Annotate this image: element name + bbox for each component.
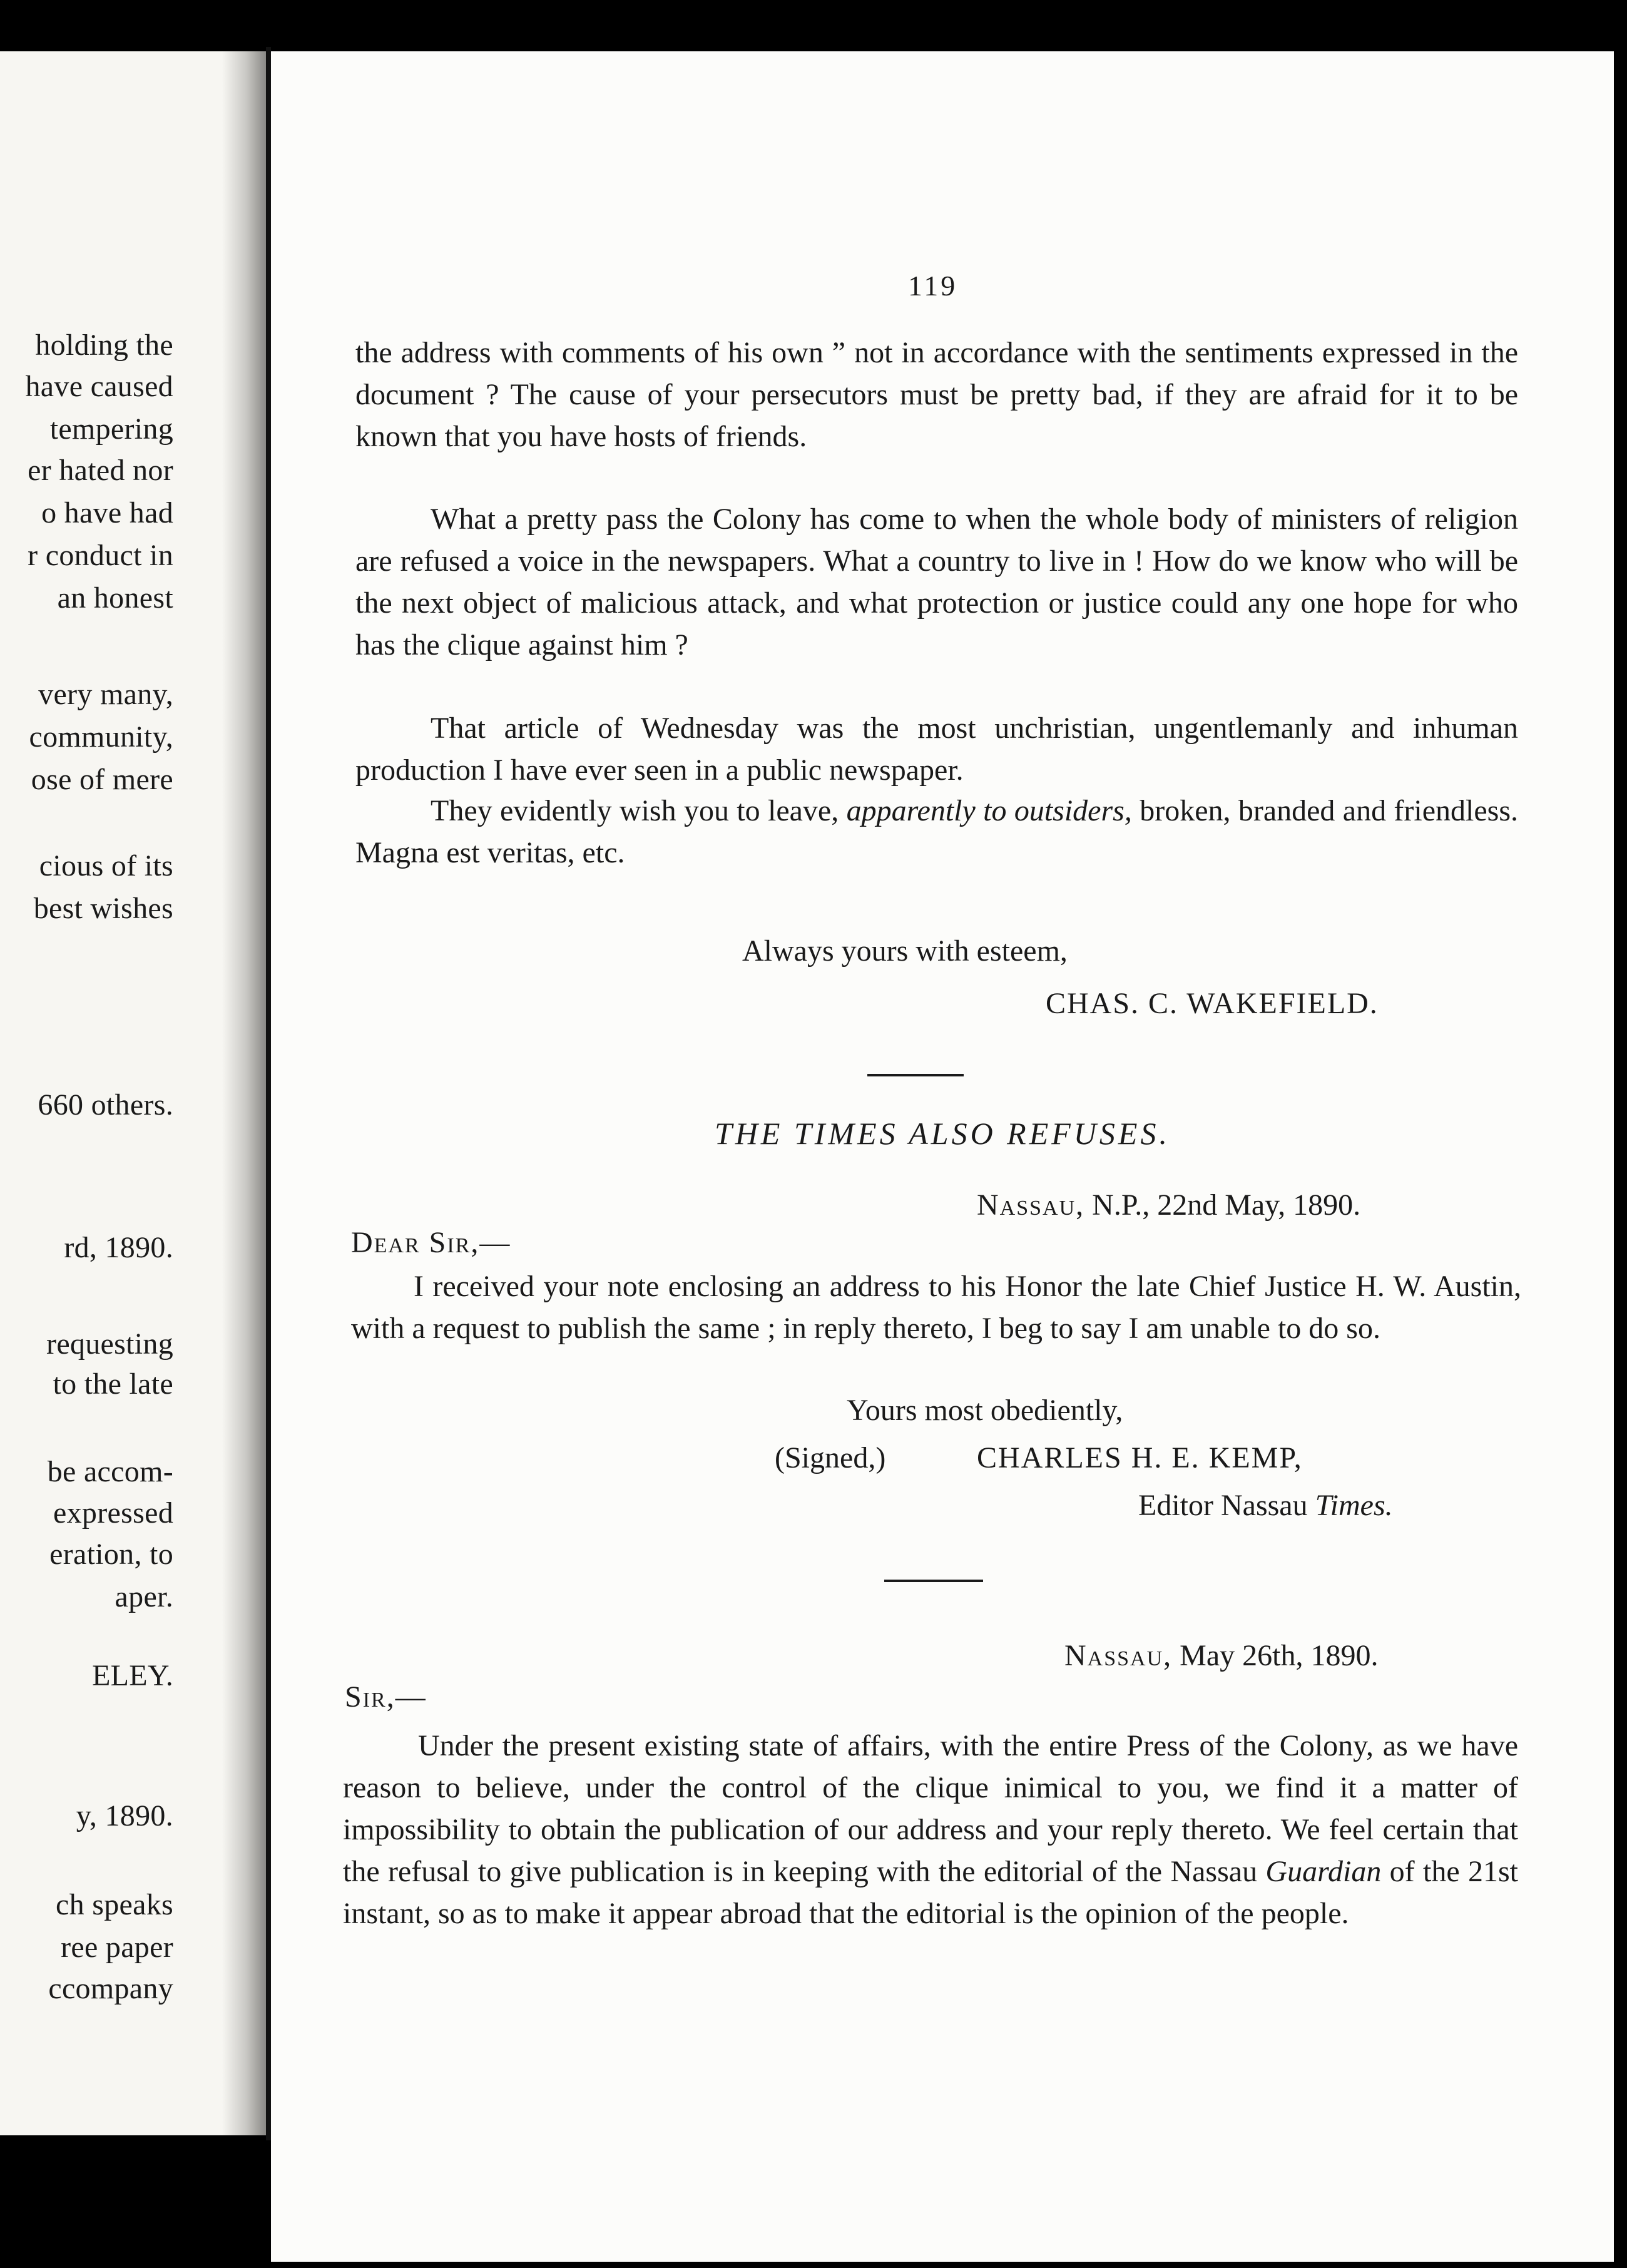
left-line: community,	[29, 720, 173, 753]
left-line: 660 others.	[38, 1088, 173, 1121]
page-gutter	[222, 51, 266, 2135]
dateline	[1064, 1635, 1378, 1677]
left-line: o have had	[41, 496, 173, 529]
emphasis-text: Times.	[1315, 1489, 1393, 1522]
section-divider	[867, 1074, 964, 1076]
emphasis-text: apparently to outsiders,	[846, 794, 1132, 827]
section-divider	[884, 1580, 983, 1582]
left-line: r conduct in	[28, 539, 173, 572]
left-line: ELEY.	[92, 1659, 173, 1692]
left-line: aper.	[115, 1580, 173, 1613]
letter-signature: CHAS. C. WAKEFIELD.	[1046, 987, 1379, 1020]
page-number: 119	[908, 270, 958, 302]
left-line: to the late	[53, 1367, 173, 1401]
paragraph-text: broken, branded and friendless. Magna est veritas, etc.	[355, 794, 1519, 869]
paragraph	[355, 790, 1518, 874]
book-spine	[266, 47, 271, 2140]
salutation: Sir,—	[345, 1680, 427, 1714]
dateline-place: Nassau,	[1064, 1639, 1173, 1672]
left-line: holding the	[35, 329, 173, 362]
left-line: an honest	[57, 581, 173, 615]
paragraph	[355, 707, 1518, 791]
left-line: eration, to	[49, 1538, 173, 1571]
dateline-place: Nassau,	[977, 1188, 1085, 1222]
left-line: ree paper	[61, 1931, 173, 1964]
salutation: Dear Sir,—	[351, 1226, 511, 1259]
paragraph	[355, 332, 1518, 457]
left-line: expressed	[53, 1496, 173, 1530]
left-line: rd, 1890.	[64, 1231, 173, 1264]
left-line: ose of mere	[31, 763, 173, 796]
paragraph	[343, 1725, 1518, 1934]
paragraph-text: What a pretty pass the Colony has come to when the whole body of ministers of religion are refused a voice in the newspapers. What a country to live in ! How do we know who will be the next object of malicious attack, and what protection or justice could any one hope for who has the clique against him ?	[355, 503, 1518, 662]
left-line: ch speaks	[56, 1888, 173, 1921]
letter-signature: CHARLES H. E. KEMP,	[977, 1441, 1303, 1474]
letter-closing: Always yours with esteem,	[742, 934, 1068, 968]
dateline-date: May 26th, 1890.	[1180, 1639, 1379, 1672]
left-line: tempering	[49, 412, 173, 446]
paragraph-text: They evidently wish you to leave,	[431, 794, 839, 827]
page-edge	[1614, 51, 1627, 2262]
left-line: be accom-	[47, 1455, 173, 1488]
left-line: very many,	[38, 678, 173, 711]
left-line: y, 1890.	[76, 1799, 173, 1832]
paragraph-text: of the 21st instant, so as to make it appear abroad that the editorial is the opinion of the people.	[343, 1855, 1518, 1930]
signature-title	[1138, 1484, 1393, 1526]
paragraph-text: That article of Wednesday was the most unchristian, ungentlemanly and inhuman production I have ever seen in a public newspaper.	[355, 712, 1518, 787]
letter-closing: Yours most obediently,	[847, 1394, 1123, 1427]
left-line: ccompany	[48, 1972, 173, 2005]
paragraph	[355, 498, 1518, 666]
main-page	[271, 51, 1614, 2262]
left-line: have caused	[25, 370, 173, 403]
paragraph-text: I received your note enclosing an address to his Honor the late Chief Justice H. W. Austin, with a request to publish the same ; in reply thereto, I beg to say I am unable to do so.	[351, 1270, 1521, 1345]
signed-note: (Signed,)	[775, 1441, 886, 1474]
emphasis-text: Guardian	[1265, 1855, 1382, 1888]
paragraph-text: Under the present existing state of affairs, with the entire Press of the Colony, as we have reason to believe, under the control of the clique inimical to you, we find it a matter of impossibility to obtain the publication of our address and your reply thereto. We feel certain that the refusal to give publication is in keeping with the editorial of the Nassau	[343, 1729, 1518, 1888]
left-line: er hated nor	[28, 454, 173, 487]
left-line: cious of its	[39, 849, 173, 882]
paragraph	[351, 1265, 1521, 1349]
left-line: best wishes	[33, 892, 173, 925]
signature-title-text: Editor Nassau	[1138, 1489, 1308, 1522]
paragraph-text: the address with comments of his own ” not in accordance with the sentiments expressed in the document ? The cause of your persecutors must be pretty bad, if they are afraid for it to be known that you have hosts of friends.	[355, 336, 1518, 453]
dateline-date: N.P., 22nd May, 1890.	[1092, 1188, 1361, 1222]
section-heading: THE TIMES ALSO REFUSES.	[715, 1116, 1170, 1151]
dateline	[977, 1184, 1360, 1226]
left-line: requesting	[46, 1327, 173, 1361]
